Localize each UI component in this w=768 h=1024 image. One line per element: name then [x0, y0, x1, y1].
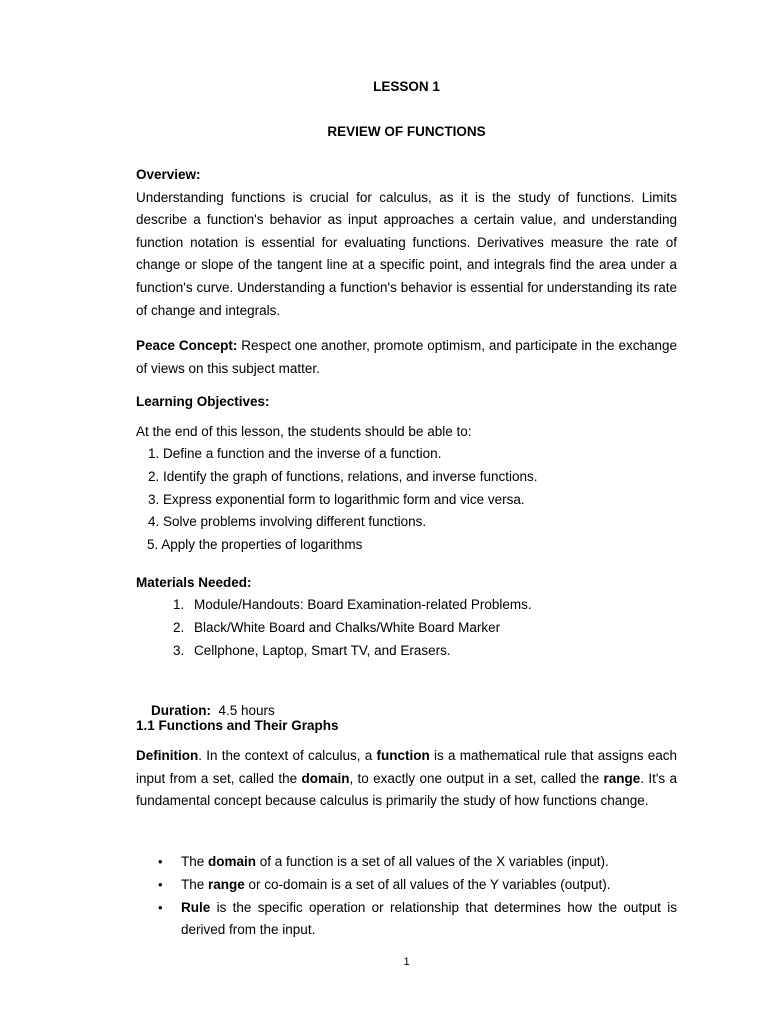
list-item: 1. Define a function and the inverse of a function. [148, 446, 442, 461]
page-number: 1 [403, 956, 410, 968]
bullet-list [136, 851, 677, 942]
overview-text: Understanding functions is crucial for calculus, as it is the study of functions. Limits describe a function's behavior as input approaches a certain value, and understanding function notation is essential for evaluating functions. Derivatives measure the rate of change or slope of the tangent line at a specific point, and integrals find the area under a function's curve. Understanding a function's behavior is essential for understanding its rate of change and integrals. [136, 189, 677, 318]
list-item: 5. Apply the properties of logarithms [147, 537, 363, 553]
list-item: 2. Identify the graph of functions, relations, and inverse functions. [148, 468, 538, 484]
list-item: 1. Module/Handouts: Board Examination-related Problems. [173, 597, 532, 612]
overview-section [136, 164, 677, 322]
definition-paragraph: Definition. In the context of calculus, a function is a mathematical rule that assigns each input from a set, called the domain, to exactly one output in a set, called the range. It's a fundamental concept because calculus is primarily the study of how functions change. [136, 748, 677, 809]
objectives-list [136, 443, 677, 557]
section-heading: 1.1 Functions and Their Graphs [136, 718, 339, 733]
document-page [136, 0, 677, 1024]
materials-heading [136, 572, 677, 595]
objectives-heading [136, 391, 677, 414]
peace-label: Peace Concept: [136, 338, 238, 353]
list-item: • Rule is the specific operation or relationship that determines how the output is derived from the input. [136, 897, 677, 943]
bullet-icon: • [158, 876, 163, 892]
materials-list [136, 594, 677, 662]
definition-label: Definition [136, 748, 199, 763]
list-item: 3. Cellphone, Laptop, Smart TV, and Erasers. [173, 642, 451, 658]
lesson-title: REVIEW OF FUNCTIONS [327, 124, 486, 139]
list-item: • The range or co-domain is a set of all values of the Y variables (output). [136, 874, 677, 897]
list-item: 4. Solve problems involving different functions. [148, 514, 427, 530]
lesson-heading: LESSON 1 [373, 79, 440, 94]
objectives-intro [136, 421, 677, 444]
list-item: • The domain of a function is a set of all values of the X variables (input). [136, 851, 677, 874]
list-item: 2. Black/White Board and Chalks/White Board Marker [173, 619, 501, 635]
bullet-icon: • [158, 854, 163, 869]
duration-label: Duration: [151, 702, 212, 718]
objectives-heading-text: Learning Objectives: [136, 394, 270, 409]
objectives-list-wrap [136, 443, 677, 557]
bullet-icon: • [158, 899, 163, 915]
objectives-intro-text: At the end of this lesson, the students should be able to: [136, 424, 472, 439]
peace-text: Respect one another, promote optimism, and participate in the exchange of views on this subject matter. [136, 338, 677, 376]
duration-value: 4.5 hours [211, 702, 275, 718]
materials-heading-text: Materials Needed: [136, 575, 252, 590]
peace-concept [136, 335, 677, 380]
bullet-list-wrap [136, 851, 677, 942]
overview-heading: Overview: [136, 167, 201, 182]
list-item: 3. Express exponential form to logarithmic form and vice versa. [148, 491, 525, 507]
materials-list-wrap [136, 594, 677, 662]
